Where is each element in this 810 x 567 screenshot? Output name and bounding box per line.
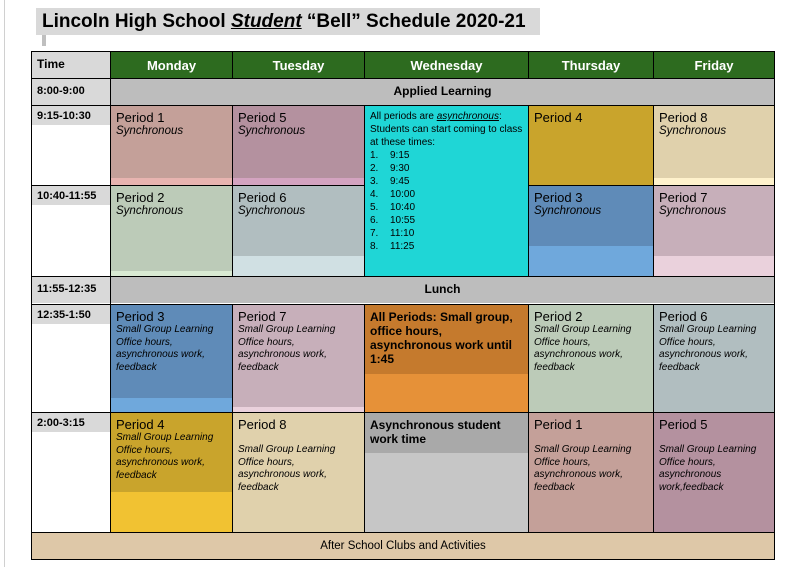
tuesday-block2-cell: [233, 186, 364, 276]
grid-line: [232, 105, 233, 277]
start-time-item: 7. 11:10: [370, 228, 415, 239]
start-times-list: [370, 149, 524, 253]
tuesday-block3-cell: Period 7 Small Group Learning Office hours, asynchronous work, feedback: [233, 305, 364, 412]
start-time-item: 1. 9:15: [370, 150, 410, 161]
thursday-block2-cell: [529, 186, 653, 276]
async-work-text: Asynchronous student work time: [370, 418, 501, 446]
mode-label: Synchronous: [116, 125, 184, 137]
period-label: Period 2: [116, 190, 165, 205]
period-label: Period 5: [238, 110, 287, 125]
period-label: Period 4: [116, 417, 165, 432]
grid-line: [32, 532, 774, 533]
after-school-band: After School Clubs and Activities: [32, 533, 774, 559]
grid-line: [32, 276, 774, 277]
cell-accent-strip: [654, 256, 774, 276]
lunch-band: Lunch: [111, 277, 774, 303]
start-time-item: 4. 10:00: [370, 189, 416, 200]
wednesday-block3-cell: [365, 305, 528, 412]
period-label: Period 6: [659, 309, 708, 324]
grid-line: [528, 304, 529, 533]
grid-line: [32, 412, 774, 413]
schedule-table: [31, 51, 775, 560]
async-intro: All periods are asynchronous: Students can start coming to class at these times:: [370, 111, 523, 148]
applied-learning-band: Applied Learning: [111, 79, 774, 105]
mode-label: Synchronous: [116, 205, 184, 217]
grid-line: [364, 304, 365, 533]
time-block2-label: 10:40-11:55: [32, 186, 110, 205]
time-block4: [32, 413, 110, 532]
mode-label: Synchronous: [238, 125, 306, 137]
period-label: Period 5: [659, 417, 708, 432]
cell-accent-strip: [529, 246, 653, 276]
cell-accent-strip: [111, 178, 232, 185]
all-periods-text: All Periods: Small group, office hours, asynchronous work until 1:45: [370, 310, 513, 366]
friday-header: Friday: [653, 52, 774, 78]
start-time-item: 6. 10:55: [370, 215, 416, 226]
time-block3-label: 12:35-1:50: [32, 305, 110, 324]
thursday-block1-cell: [529, 106, 653, 185]
mode-label: Synchronous: [238, 205, 306, 217]
cell-accent-strip: [365, 374, 528, 412]
period-label: Period 1: [116, 110, 165, 125]
time-block1: [32, 106, 110, 186]
time-block2: [32, 186, 110, 276]
period-label: Period 1: [534, 417, 583, 432]
tuesday-header: Tuesday: [232, 52, 364, 78]
cell-accent-strip: [111, 492, 232, 532]
period-label: Period 8: [659, 110, 708, 125]
title-emphasis: Student: [230, 11, 302, 32]
cell-accent-strip: [233, 256, 364, 276]
time-column-header: Time: [32, 52, 110, 78]
thursday-block3-cell: Period 2 Small Group Learning Office hours, asynchronous work, feedback: [529, 305, 653, 412]
period-label: Period 6: [238, 190, 287, 205]
period-label: Period 4: [534, 110, 583, 125]
start-time-item: 3. 9:45: [370, 176, 410, 187]
monday-block1-cell: [111, 106, 232, 185]
grid-line: [528, 105, 529, 277]
thursday-header: Thursday: [528, 52, 653, 78]
tuesday-block1-cell: [233, 106, 364, 185]
period-label: Period 8: [238, 417, 287, 432]
grid-line: [364, 105, 365, 277]
grid-line: [32, 304, 774, 305]
start-time-item: 5. 10:40: [370, 202, 416, 213]
mode-label: Synchronous: [659, 125, 727, 137]
friday-block4-cell: Period 5 Small Group Learning Office hours, asynchronous work,feedback: [654, 413, 774, 532]
period-label: Period 3: [534, 190, 583, 205]
grid-line: [32, 78, 774, 79]
wednesday-async-cell: [365, 106, 528, 276]
tuesday-block4-cell: Period 8 Small Group Learning Office hours, asynchronous work, feedback: [233, 413, 364, 532]
async-link: asynchronous: [436, 111, 499, 122]
friday-block2-cell: [654, 186, 774, 276]
period-label: Period 7: [659, 190, 708, 205]
grid-line: [232, 304, 233, 533]
time-applied: 8:00-9:00: [32, 79, 110, 105]
monday-block2-cell: [111, 186, 232, 276]
cell-accent-strip: [654, 178, 774, 185]
page-edge-line: [4, 0, 5, 567]
time-block1-label: 9:15-10:30: [32, 106, 110, 125]
friday-block3-cell: Period 6 Small Group Learning Office hours, asynchronous work, feedback: [654, 305, 774, 412]
friday-block1-cell: [654, 106, 774, 185]
grid-line: [528, 185, 774, 186]
grid-line: [653, 105, 654, 277]
period-label: Period 3: [116, 309, 165, 324]
start-time-item: 2. 9:30: [370, 163, 410, 174]
monday-block3-cell: Period 3 Small Group Learning Office hours, asynchronous work, feedback: [111, 305, 232, 412]
grid-line: [110, 52, 111, 533]
grid-line: [32, 105, 774, 106]
time-lunch: 11:55-12:35: [32, 277, 110, 303]
start-time-item: 8. 11:25: [370, 241, 415, 252]
wednesday-header: Wednesday: [364, 52, 528, 78]
page-title: Lincoln High School Student “Bell” Schedule 2020-21: [36, 8, 540, 35]
time-block4-label: 2:00-3:15: [32, 413, 110, 432]
wednesday-block4-cell: [365, 413, 528, 532]
cell-accent-strip: [233, 178, 364, 185]
thursday-block4-cell: Period 1 Small Group Learning Office hours, asynchronous work, feedback: [529, 413, 653, 532]
title-marker: [42, 35, 46, 46]
time-block3: [32, 305, 110, 412]
period-label: Period 7: [238, 309, 287, 324]
grid-line: [653, 304, 654, 533]
cell-accent-strip: [111, 398, 232, 412]
period-label: Period 2: [534, 309, 583, 324]
mode-label: Synchronous: [534, 205, 602, 217]
mode-label: Synchronous: [659, 205, 727, 217]
monday-header: Monday: [110, 52, 232, 78]
monday-block4-cell: Period 4 Small Group Learning Office hours, asynchronous work, feedback: [111, 413, 232, 532]
grid-line: [32, 185, 365, 186]
